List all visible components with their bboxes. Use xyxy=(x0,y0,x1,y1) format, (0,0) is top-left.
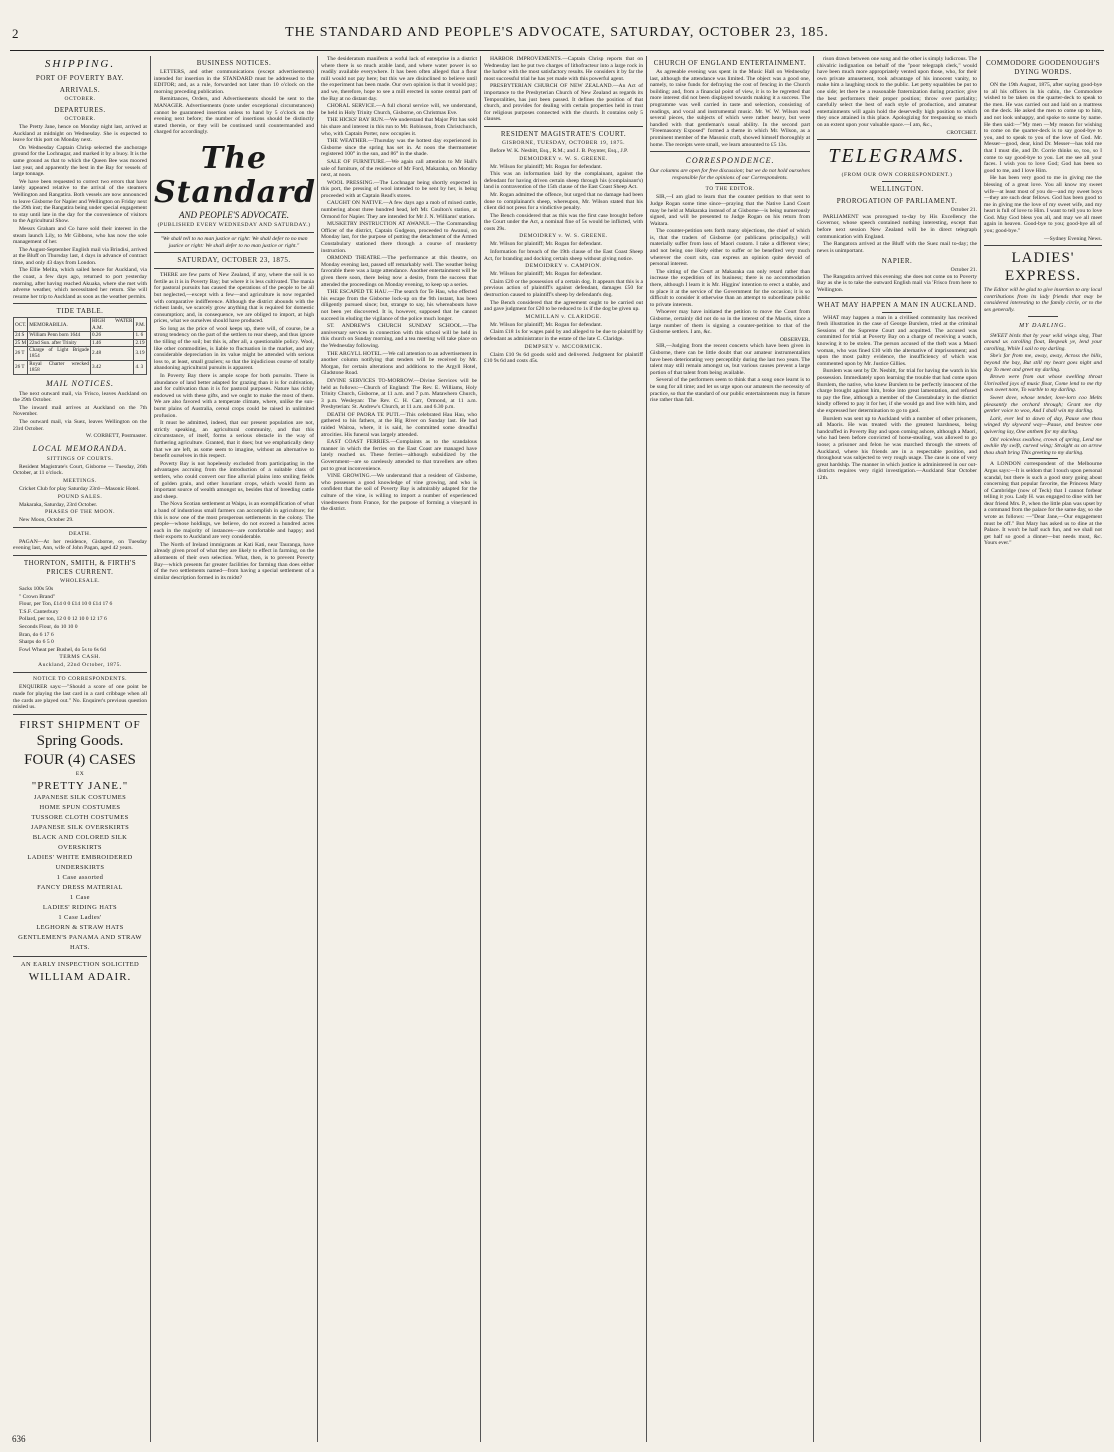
prices-line: " Crown Brand" xyxy=(19,593,56,600)
prices-line: Fowl Wheat per Bushel, do 5s to 6s 6d xyxy=(19,646,106,653)
section-rule xyxy=(882,181,912,182)
section-rule xyxy=(13,303,147,304)
prices-line: T.S.F. Canterbury xyxy=(19,608,59,615)
table-cell: 26 T xyxy=(14,347,28,361)
poem-stanza: Sweet dove, whose tender, love-lorn coo Melts pleasantly the orchard through; Grant me thy gentler voice to woo, And I shall win my darling. xyxy=(984,394,1102,415)
ad-item: 1 Case xyxy=(70,893,90,901)
shipping-paragraph: The August-September English mail via Brindisi, arrived at the Bluff on Thursday last, 4 days in advance of contract time, and only 43 days from London. xyxy=(13,246,147,266)
wellington-heading: WELLINGTON. xyxy=(870,185,924,194)
dateline: SATURDAY, OCTOBER 23, 1875. xyxy=(177,256,291,265)
court-paragraph: The Bench considered that the agreement ought to be carried out and gave judgment for £20 to be reduced to 1s if the dog be given up. xyxy=(484,299,643,313)
table-cell: 24 S xyxy=(14,332,28,339)
telegram-text: The Rangatora arrived at the Bluff with the Suez mail to-day; the news is unimportant. xyxy=(817,241,977,254)
ladies-express-heading: LADIES' EXPRESS. xyxy=(1005,250,1081,285)
mail-paragraph: The inward mail arrives at Auckland on the 7th November. xyxy=(13,404,147,418)
column-4 xyxy=(481,56,646,1442)
section-rule xyxy=(984,245,1102,246)
ad-merchant: WILLIAM ADAIR. xyxy=(28,970,132,983)
court-paragraph: Claim £18 1s for wages paid by and alleged to be due to plaintiff by defendant as administrator in the estate of the late C. Claridge. xyxy=(484,329,643,342)
editorial-paragraph: In Poverty Bay there is ample scope for both pursuits. There is abundance of land better adapted for grazing than it is for cultivation, and for cultivation than it is for pastoral purposes. Nature has richly endowed us with these gifts, and we ought to make the most of them. We are also favored with a temperate climate, where, unlike the sun-burnt plains of Australia, cereal crops could be raised in unlimited profusion. xyxy=(154,373,314,419)
shipping-paragraph: On Wednesday Captain Chrisp selected the anchorage ground for the Lochnagar, and marked it by a buoy. It is the same ground as that to which the Queen Bee was moored last year, and apparently the best in the Bay for vessels of large tonnage. xyxy=(13,144,147,178)
letter-paragraph: The counter-petition sets forth many objections, the chief of which is, that the traders of Gisborne (or publicans principally,) will materially suffer from loss of Maori custom. I take a different view; and not being one likely either to suffer or be benefited very much wherever the court sits, can express an opinion quite devoid of personal interest. xyxy=(650,228,810,268)
memo-subheading: MEETINGS. xyxy=(63,478,97,485)
ad-item: LADIES' WHITE EMBROIDERED xyxy=(27,853,133,861)
table-cell: William Penn born 1644 xyxy=(28,332,91,339)
table-cell: 26 T xyxy=(14,360,28,374)
article-paragraph: Burslem was sent up to Auckland with a number of other prisoners, all Maoris. He was treated with the greatest harshness, being handcuffed in Poverty Bay and upon coming ashore, although a Maori, who had been before convicted of horse-stealing, was allowed to go loose; a prisoner and felon he was marched through the streets of Auckland, where his friends are in a respectable position, and throughout was subjected to very rough usage. The case is one of very great hardship. The manner in which justice is administered in our out-districts requires very rigid investigation.—Auckland Star October 12th. xyxy=(817,415,977,481)
telegrams-source: (FROM OUR OWN CORRESPONDENT.) xyxy=(841,172,953,179)
section-rule xyxy=(715,183,745,184)
table-cell: Charge of Light Brigade 1854 xyxy=(29,347,90,360)
news-item: CAUGHT ON NATIVE.—A few days ago a mob of mixed cattle, numbering about three hundred head, left Mr. Coulton's station, at Ormond for Napier. They are intended for Mr J. N. Williams' station. xyxy=(321,200,477,220)
editorial-paragraph: The desideratum manifests a woful lack of enterprise in a district where there is so much arable land, and where water power is so readily available everywhere. It has been often alleged that a flour mill would not pay here; but this we are disinclined to believe until the experiment has been made. Our own opinion is that it would pay; and we, therefore, hope to see a mill erected in some central part of the Bay at no distant day. xyxy=(321,56,477,102)
departures-heading: DEPARTURES. xyxy=(54,106,106,114)
section-rule xyxy=(13,714,147,715)
commodore-heading: COMMODORE GOODENOUGH'S DYING WORDS. xyxy=(986,59,1100,76)
column-2 xyxy=(151,56,317,1442)
section-rule xyxy=(13,956,147,957)
editorial-paragraph: THERE are few parts of New Zealand, if any, where the soil is so fertile as it is in Poverty Bay; but where it is less cultivated. The mania for pastoral pursuits has caused the operations of the people to be all but neglected,—except with a few—and agriculture is now regarded with comparative indifference. Although the district abounds with the richest lands, we scarcely grow anything that is required for domestic consumption; and, in consequence, we are obliged to import, at high prices, what we ourselves should have produced. xyxy=(154,272,314,325)
page-title: THE STANDARD AND PEOPLE'S ADVOCATE, SATURDAY, OCTOBER 23, 185. xyxy=(285,25,829,40)
ad-item: 1 Case assorted xyxy=(56,873,104,881)
table-cell: 0.26 xyxy=(91,332,134,339)
table-cell: 4. 3 xyxy=(134,360,147,374)
auckland-article-heading: WHAT MAY HAPPEN A MAN IN AUCKLAND. xyxy=(817,300,977,309)
section-rule xyxy=(484,126,643,127)
court-paragraph: This was an information laid by the complainant, against the defendant for having driven certain sheep through his (complainant's) land in contravention of the 15th clause of the East Coast Sheep Act. xyxy=(484,171,643,191)
news-item: WOOL PRESSING.—The Lochnagar being shortly expected in this port, the pressing of wool intended to be sent by her, is being proceeded with at Captain Read's stores. xyxy=(321,179,477,199)
ad-item: JAPANESE SILK OVERSKIRTS xyxy=(30,823,130,831)
letter-signature: OBSERVER. xyxy=(779,336,810,343)
section-rule xyxy=(154,252,314,253)
case-heading: MCMILLAN v. CLARIDGE. xyxy=(525,313,602,320)
editorial-paragraph: It must be admitted, indeed, that our present population are not, strictly speaking, an agricultural community, and that this circumstance, of itself, forms a serious obstacle in the way of furthering agriculture. Granted, that it does; but we emphatically deny that we are left, as some seem to imagine, without an alternative to benefit ourselves in this respect. xyxy=(154,420,314,460)
letter-paragraph: SIR,—I am glad to learn that the counter petition to that sent to Judge Rogan some time since—praying that the Native Land Court may be held at Makaraka instead of at Gisborne—is being numerously signed, and will be presented to Judge Rogan on his return from Waitara. xyxy=(650,194,810,227)
table-header: OCT. xyxy=(14,318,28,332)
article-paragraph: A LONDON correspondent of the Melbourne Argus says:—It is seldom that I touch upon personal scandal, but there is such a good story going about concerning that popular favorite, the Princess Mary of Cambridge (now of Teck) that I cannot forbear telling it you. Lady H. was engaged to dine with her dear friend Mrs. P., when the little plan was upset by a command from the palace for the same day, so she wrote as follows: —"Dear Jane,—Our engagement must be off." But Mary has asked us to dine at the Palace. It won't be half such fun, and we shall not get half so good a dinner—but needs must, &c. Yours ever." xyxy=(984,461,1102,547)
section-rule xyxy=(13,527,147,528)
ad-item: JAPANESE SILK COSTUMES xyxy=(33,793,127,801)
editorial-paragraph: So long as the price of wool keeps up, there will, of course, be a strong tendency on the part of the settlers to rear sheep, and thus ignore the tilling of the soil; but this is, after all, a questionable policy. Wool, like other commodities, is liable to fluctuation in the market, and any considerable depreciation in its value might be attended with serious loss to, at least, small graziers; so that the injudicious course of totally abandoning agricultural pursuits is apparent. xyxy=(154,325,314,372)
mail-notices-heading: MAIL NOTICES. xyxy=(46,378,114,388)
to-the-editor: TO THE EDITOR. xyxy=(705,186,755,193)
news-item: HARBOR IMPROVEMENTS.—Captain Chrisp reports that on Wednesday last he put two charges of lithofracteur into a large rock in the harbor with the most satisfactory results. He considers it by far the most successful trial he has yet made with this powerful agent. xyxy=(484,56,643,82)
shipping-paragraph: The Ellie Melita, which sailed hence for Auckland, via the coast, a few days ago, returned to port yesterday morning, after having reached Akuaka, where she met with adverse weather, which necessitated her return. She will resume her trip to Auckland as soon as the weather permits. xyxy=(13,267,147,300)
article-paragraph: ON the 19th August, 1875, after saying good-bye to all his officers in his cabin, the Commodore wished to be taken on the quarter-deck to speak to the men. He was carried out and laid on a mattress on the deck. He asked the men to come up to him, and not look unhappy, and spoke to some by name. He then said:—"My men —My reason for wishing to come on the quarter-deck is to say good-bye to you, and to speak to you of the love of God. Mr. Messer—good, dear, kind Dr. Messer—has told me that I must die, and Dr. Corrie thinks so, too, so I come to say good-bye to you. Let me see all your faces. I wish you to love God; God has been so good to me, and I love Him. xyxy=(984,82,1102,174)
concert-paragraph: As agreeable evening was spent in the Music Hall on Wednesday last, although the attendance was limited. The object was a good one, namely, to raise funds for defraying the cost of fencing in the Church building; and, from a financial point of view, it is to be regretted that more interest did not been displayed towards making it a success. The programme was well carried in taste and selection, consisting of readings, and vocal and instrumental music. Mr. W. W. Wilson read several pieces, the subjects of which were rather heavy, but were handled with that gentleman's usual ability. In the second part "Freemasonry Exposed" formed a theme in which Mr. Wilson, as a prominent member of the Masonic craft, showed himself thoroughly at home. The receipts were small, we learn amounted to £5 13s. xyxy=(650,69,810,148)
table-cell: 2.48 xyxy=(91,347,134,361)
prices-current-heading: THORNTON, SMITH, & FIRTH'S PRICES CURRENT. xyxy=(23,559,137,576)
tide-table-heading: TIDE TABLE. xyxy=(56,307,104,316)
letter-paragraph: SIR,—Judging from the recent concerts which have been given in Gisborne, there can be little doubt that our amateur instrumentalists have been deteriorating very perceptibly during the last two years. The talent may still remain amongst us, but various causes prevent a large portion of that talent from being available. xyxy=(650,343,810,376)
column-1 xyxy=(10,56,150,1442)
table-row xyxy=(14,347,147,361)
ad-item: FANCY DRESS MATERIAL xyxy=(37,883,123,891)
section-rule xyxy=(817,297,977,298)
court-paragraph: Mr. Wilson for plaintiff; Mr. Rogan for defendant. xyxy=(490,163,603,170)
news-item: DEATH OF PAORA TE PUTI.—This celebrated Hau Hau, who gathered to his fathers, at the Big River on Sunday last. He had raided Wairoa, where, it is said, he committed some dreadful atrocities. His funeral was largely attended. xyxy=(321,411,477,438)
header-rule xyxy=(10,50,1104,51)
news-item: EAST COAST FERRIES.—Complaints as to the scandalous manner in which the ferries on the East Coast are managed have lately reached us. These ferries—although subsidized by the Government—are so carelessly attended to that travellers are often put to great inconvenience. xyxy=(321,439,477,472)
table-row xyxy=(14,360,147,374)
section-rule xyxy=(154,232,314,233)
table-cell: 2.19 xyxy=(135,339,145,346)
logo-subtitle: AND PEOPLE'S ADVOCATE. xyxy=(179,209,289,220)
ad-item: UNDERSKIRTS xyxy=(55,863,105,871)
section-rule xyxy=(817,139,977,140)
court-paragraph: Mr. Rogan admitted the offence, but urged that no damage had been done to complainant's sheep, whereupon, Mr. Wilson stated that his client did not press for a vindictive penalty. xyxy=(484,191,643,212)
mail-paragraph: The next outward mail, via 'Frisco, leaves Auckland on the 29th October. xyxy=(13,390,147,404)
ad-item: LEGHORN & STRAW HATS xyxy=(36,923,124,931)
table-header: P.M. xyxy=(134,318,147,332)
correspondents-heading: NOTICE TO CORRESPONDENTS. xyxy=(32,676,128,683)
ad-item: HOME SPUN COSTUMES xyxy=(39,803,121,811)
table-row xyxy=(14,332,147,339)
table-cell: 3.42 xyxy=(91,360,134,374)
case-heading: DEMOIDREY v. W. S. GREENE. xyxy=(519,233,608,240)
arrivals-heading: ARRIVALS. xyxy=(59,86,101,94)
shipping-paragraph: Messrs Graham and Co have sold their interest in the steam launch Lily, to Mr Gibbons, who has now the sole management of her. xyxy=(13,225,147,246)
poem-stanza: Brown were from out whose swelling throat Unrivalled joys of music float, Come lend to me thy own sweet note, To warble to my darling. xyxy=(984,374,1102,394)
memo-subheading: SITTINGS OF COURTS. xyxy=(46,455,114,462)
telegram-text: PARLIAMENT was prorogued to-day by His Excellency the Governor, whose speech contained nothing interesting, except that before next session New Zealand will be in direct telegraph communication with England. xyxy=(817,213,977,240)
memo-subheading: PHASES OF THE MOON. xyxy=(45,509,115,516)
prices-date: Auckland, 22nd October, 1875. xyxy=(38,662,122,669)
correspondence-heading: CORRESPONDENCE. xyxy=(685,156,775,166)
section-rule xyxy=(13,555,147,556)
editorial-paragraph: The Nova Scotian settlement at Waipu, is an exemplification of what a band of industrious small farmers can accomplish in agriculture; for this is now one of the most prosperous settlements in the colony. The people—whose holdings, we believe, do not exceed a hundred acres each in the majority of instances—are comfortable and happy; and their exports to Auckland are very considerable. xyxy=(154,501,315,541)
news-item: DIVINE SERVICES TO-MORROW.—Divine Services will be held as follows:—Church of England: The Rev. E. Williams, Holy Trinity Church, Gisborne, at 11 a.m. and 7 p.m. Matawhero Church, 3 p.m. Wesleyan: The Rev. C. H. Carr, Ormond, at 11 a.m. Presbyterian: St. Andrew's Church, at 11 a.m. and 6.30 p.m. xyxy=(321,377,477,411)
case-heading: DEMPSEY v. MCCORMICK. xyxy=(524,343,603,350)
section-rule xyxy=(154,268,314,269)
publication-days: (PUBLISHED EVERY WEDNESDAY AND SATURDAY.) xyxy=(157,221,311,228)
ad-spring-goods: Spring Goods. xyxy=(36,732,124,749)
news-item: THE ESCAPED TE HAU.—The search for Te Hau, who effected his escape from the Gisborne lock-up on the 9th instant, has been diligently pursued since; but, strange to say, his whereabouts have not been yet discovered. It is, however, supposed that he cannot succeed in eluding the vigilance of the police much longer. xyxy=(321,289,477,322)
memo-text: New Moon, October 29. xyxy=(19,517,74,524)
section-rule xyxy=(13,672,147,673)
napier-heading: NAPIER. xyxy=(881,257,913,266)
court-paragraph: Mr. Wilson for plaintiff; Mr. Rogan for defendant. xyxy=(490,321,603,328)
prorogation-heading: PROROGATION OF PARLIAMENT. xyxy=(836,197,958,206)
concert-heading: CHURCH OF ENGLAND ENTERTAINMENT. xyxy=(653,59,807,67)
telegrams-heading: TELEGRAMS. xyxy=(828,145,966,168)
table-cell: 3.19 xyxy=(134,347,147,361)
letter-paragraph: Several of the performers seem to think that a song once learnt is to be sung for all time; and let us urge upon our amateurs the necessity of practice, so that the standard of our public entertainments may in future rise rather than fall. xyxy=(650,377,810,404)
port-heading: PORT OF POVERTY BAY. xyxy=(35,74,125,82)
prices-line: Sharps do 6 5 0 xyxy=(19,639,54,646)
section-rule xyxy=(1028,79,1058,80)
business-notices-heading: BUSINESS NOTICES. xyxy=(196,59,272,67)
poem-stanza: She's far from me, away, away, Across the hills, beyond the bay, But still my heart goes night and day To meet and greet my darling. xyxy=(984,353,1102,373)
section-rule xyxy=(882,312,912,313)
prices-line: Flour, per Ton, £14 0 0 £14 10 0 £14 17 6 xyxy=(19,601,113,608)
news-item: ST. ANDREW'S CHURCH SUNDAY SCHOOL.—The anniversary services in connection with this school will be held in this church on Sunday morning, and a tea meeting will take place on the Wednesday following. xyxy=(321,323,477,349)
case-heading: DEMOIDREY v. CAMPION. xyxy=(525,263,602,270)
court-paragraph: Claim £10 9s 6d goods sold and delivered. Judgment for plaintiff £10 9s 6d and costs 45s. xyxy=(484,351,643,365)
letter-paragraph: rison drawn between one song and the other is simply ludicrous. The chivalric indignation on behalf of the "poor telegraph clerk," would have been much more appropriately vented upon those, who, for their own private amusement, took advantage of his innocent vanity, to make him a laughing stock to the public. Let petty squabbles be put to one side; let there be a reasonable fraternization during practice; give the best performers their proper position; throw over partiality; carefully select the best of each style of production, and amateur entertainments will again hold the deservedly high position to which they once attained in this place. Apologizing for trespassing so much on an extent upon your valuable space.—I am, &c., xyxy=(817,56,978,128)
death-heading: DEATH. xyxy=(68,530,92,537)
telegram-text: The Rangatira arrived this evening; she does not come on to Poverty Bay as she is to take the outward English mail via 'Frisco from here to Wellington. xyxy=(817,273,977,294)
correspondents-text: ENQUIRER says:—"Should a score of one point be made for playing the last card in a card cribbage when all the cards are played out." No. Enquirer's previous question misled us. xyxy=(13,684,147,711)
page-number: 2 xyxy=(12,26,19,41)
correspondence-disclaimer: Our columns are open for free discussion; but we do not hold ourselves responsible for the opinions of our Correspondents. xyxy=(650,168,810,181)
ad-item: OVERSKIRTS xyxy=(58,843,102,851)
article-paragraph: Burslem was sent by Dr. Nesbitt, for trial for having the watch in his possession. Immediately upon learning the trouble that had come upon Burslem, the native, who knew Burslem to be perfectly innocent of the charge brought against him, broke into great lamentation, and refused to pay the fine, although a member of the Constabulary in the district kindly offered to pay it for her, if she would go and live with him, and she expressed her determination to go to gaol. xyxy=(817,368,977,414)
court-paragraph: Before W. K. Nesbitt, Esq., R.M.; and J. B. Poynter, Esq., J.P. xyxy=(490,147,628,154)
source-credit: —Sydney Evening News. xyxy=(1044,235,1102,242)
news-item: THE WEATHER.—Thursday was the hottest day experienced in Gisborne since the spring has set in. At noon the thermometer registered 100° in the sun, and 86° in the shade. xyxy=(321,138,477,158)
tide-table xyxy=(13,317,147,374)
poem-stanza: Oh! voiceless swallow, crown of spring, Lend me awhile thy swift, curved wing; Straight as an arrow thou shalt bring This greeting to my darling. xyxy=(984,436,1102,456)
local-memoranda-heading: LOCAL MEMORANDA. xyxy=(32,443,128,453)
arrivals-month: OCTOBER. xyxy=(64,96,96,102)
ad-four-cases: FOUR (4) CASES xyxy=(24,751,136,768)
column-3 xyxy=(318,56,480,1442)
ad-ship-name: "PRETTY JANE." xyxy=(31,779,129,792)
poem-title: MY DARLING. xyxy=(1019,322,1067,329)
table-cell: 25 M xyxy=(15,339,27,346)
section-rule xyxy=(1028,458,1058,459)
telegram-date: October 21. xyxy=(950,267,977,274)
column-6 xyxy=(814,56,980,1442)
table-header: HIGH WATER A.M. xyxy=(92,318,133,331)
death-notice: PAGAN—At her residence, Gisborne, on Tuesday evening last, Ann, wife of John Pagan, aged 42 years. xyxy=(13,538,147,552)
column-5 xyxy=(647,56,813,1442)
section-rule xyxy=(650,151,810,152)
newspaper-logo: The Standard xyxy=(154,140,316,210)
poem-stanza: SWEET birds that by your wild wings sing, That around us carolling float, Bespeak ye, lend your carolling, While I sail to my darling. xyxy=(984,332,1102,352)
prices-line: Sacks 100s 50s xyxy=(19,586,54,592)
ad-inspection: AN EARLY INSPECTION SOLICITED xyxy=(20,960,140,968)
table-cell: 1.46 xyxy=(91,339,134,346)
editorial-paragraph: Poverty Bay is not hopelessly excluded from participating in the advantages accruing from the introduction of a suitable class of settlers, who could convert our fine alluvial plains into smiling fields of golden grain, and other luxuriant crops, which would form an important source of wealth amongst us, besides that of breeding cattle and sheep. xyxy=(154,460,314,500)
editorial-paragraph: The North of Ireland immigrants at Kati Kati, near Tauranga, have already given proof of what they are likely to effect in farming, on the allotments of their own selection. What, then, is to prevent Poverty Bay—which presents far greater facilities for farming than does either of the two settlements named—from having a special settlement of a similar description formed in its midst? xyxy=(154,541,314,581)
ad-item: GENTLEMEN'S PANAMA AND STRAW HATS. xyxy=(18,933,142,951)
wholesale-label: WHOLESALE. xyxy=(60,578,100,584)
news-item: CHORAL SERVICE.—A full choral service will, we understand, be held in Holy Trinity Church, Gisborne, on Christmas Eve. xyxy=(321,103,477,116)
shipping-paragraph: The Pretty Jane, hence on Monday night last, arrived at Auckland at midnight on Wednesday. She is expected to leave for this port on Monday next. xyxy=(13,124,147,144)
ad-item: LADIES' RIDING HATS xyxy=(42,903,118,911)
ad-ex: EX xyxy=(75,770,85,777)
news-item: VINE GROWING.—We understand that a resident of Gisborne, who possesses a good knowledge of vine growing, and who is confident that the soil of Poverty Bay is admirably adapted for the culture of the vine, is willing to import a number of experienced vinedressers from France, for the purpose of forming a vineyard in the district. xyxy=(321,473,477,513)
table-cell: 22nd Sun. after Trinity xyxy=(28,339,91,346)
memo-text: Resident Magistrate's Court, Gisborne — Tuesday, 26th October, at 11 o'clock. xyxy=(13,463,147,477)
court-paragraph: Claim £20 or the possession of a certain dog. It appears that this is a previous action of plaintiff's against defendant, damages £50 for destruction caused to plaintiff's sheep by defendant's dog. xyxy=(484,278,643,299)
section-rule xyxy=(1028,316,1058,317)
article-paragraph: WHAT may happen a man in a civilised community has received fresh illustration in the case of George Burslem, tried at the criminal Sessions of the Supreme Court and acquitted. The accused was committed for trial at Poverty Bay on a charge of receiving a watch, knowing it to be stolen. The person accused of the theft was a Maori woman, who was fined £10 with the alternative of imprisonment; and upon the most paltry evidence, the insufficiency of which was commented upon by Mr. Justice Gillies. xyxy=(817,314,977,367)
article-paragraph: He has been very good to me in giving me the blessing of a great love. You all know my sweet wife—at least most of you do—and my sweet boys—they are such dear fellows. God has been good to me in giving me the love of my sweet wife, and my heart is full of love to Him. I want to tell you to love God. May God bless you all, and may we all meet again in heaven. Good-bye to you; good-bye all of you; good-bye." xyxy=(984,175,1102,235)
business-notice: LETTERS, and other communications (except advertisements) intended for insertion in the STANDARD must be addressed to the EDITOR; and, as a rule, forwarded not later than 10 o'clock on the morning preceding publication. xyxy=(154,69,314,95)
news-item: PRESBYTERIAN CHURCH OF NEW ZEALAND.—An Act of importance to the Presbyterian Church of New Zealand as regards its Temporalities, has just been passed. It defines the position of that church, and provides for dealing with certain properties held in trust for religious purposes connected with the church. It contains only 5 clauses. xyxy=(484,83,643,123)
memo-text: Makaraka, Saturday, 23rd October. xyxy=(19,501,98,508)
mail-paragraph: The outward mail, via Suez, leaves Wellington on the 23rd October. xyxy=(13,419,147,432)
court-heading: RESIDENT MAGISTRATE'S COURT. xyxy=(500,129,627,138)
terms-cash: TERMS CASH. xyxy=(59,654,101,661)
memo-text: Cricket Club for play Saturday 23rd—Masonic Hotel. xyxy=(19,486,140,493)
letter-paragraph: The sitting of the Court at Makaraka can only retard rather than increase the expedition of its business; there is no accommodation there, although I learn it is Mr. Higgins' intention to erect a stable, and to place it at the service of the Government for the occasion; it is so difficult to consider it otherwise than an attempt to subordinate public to private interests. xyxy=(650,268,810,308)
court-paragraph: The Bench considered that as this was the first case brought before the Court under the Act, a nominal fine of 5s would be inflicted, with costs 29s. xyxy=(484,212,643,232)
shipping-heading: SHIPPING. xyxy=(44,58,116,70)
folio-number: 636 xyxy=(12,1434,26,1444)
prices-line: Seconds Flour, do 10 10 0 xyxy=(19,623,78,630)
table-header: MEMORABILIA. xyxy=(28,318,91,332)
news-item: ORMOND THEATRE.—The performance at this theatre, on Monday evening last, passed off remarkably well. The weather being favorable there was a large attendance. Another entertainment will be given there soon, there being now a desire, from the success that attended the proceedings on Monday evening, to keep up a series. xyxy=(321,255,477,288)
shipping-paragraph: We have been requested to correct two errors that have lately appeared relative to the arrival of the steamers Wellington and Rangatira. Both vessels are now announced to leave Gisborne for Napier and Wellington on Friday next the 29th inst; the Rangatira being under special engagement to stay until late in the day for the convenience of visitors to the Agricultural Show. xyxy=(13,178,147,225)
letter-paragraph: Whoever may have initiated the petition to move the Court from Gisborne, certainly did not do so in the interest of the Maoris, since a large number of them is signing a counter-petition to that of the Gisborne settlers. I am, &c. xyxy=(650,309,810,336)
table-cell: 1. 6 xyxy=(134,332,147,339)
page-header xyxy=(0,20,1114,48)
ad-item: 1 Case Ladies' xyxy=(58,913,102,921)
court-paragraph: Mr. Wilson for plaintiff; Mr. Rogan for defendant. xyxy=(490,271,603,278)
ad-item: BLACK AND COLORED SILK xyxy=(32,833,128,841)
ad-item: TUSSORE CLOTH COSTUMES xyxy=(31,813,129,821)
prices-line: Bran, do 6 17 6 xyxy=(19,631,54,638)
business-notice: Remittances, Orders, and Advertisements should be sent to the MANAGER. Advertisements (note under exceptional circumstances) cannot be guaranteed insertion unless to hand by 5 o'clock on the evening next before; the number of insertions should be distinctly stated therein, or they will be continued until countermanded and charged for accordingly. xyxy=(154,96,314,136)
case-heading: DEMOIDREY v. W. S. GREENE. xyxy=(519,155,608,162)
news-item: THE ARGYLL HOTEL.—We call attention to an advertisement in another column notifying that tenders will be received by Mr. Morgan, for certain alterations and additions to the Argyll Hotel, Gladstone Road. xyxy=(321,350,477,377)
ad-first-shipment: FIRST SHIPMENT OF xyxy=(19,718,141,731)
memo-subheading: POUND SALES. xyxy=(57,493,103,500)
telegram-date: October 21. xyxy=(950,207,977,214)
table-row xyxy=(14,339,147,346)
news-item: THE HICKS' BAY RUN.—We understand that Major Pitt has sold his share and interest in this run to Mr. Robinson, from Christchurch, who, with Captain Porter, now occupies it. xyxy=(321,117,477,137)
motto: "We shall tell to no man justice or right: We shall defer to no man justice or right: We shall defer to no man justice or right." xyxy=(160,235,308,249)
table-row xyxy=(14,318,147,332)
postmaster-signature: W. CORBETT, Postmaster. xyxy=(85,433,147,440)
departures-month: OCTOBER. xyxy=(64,116,96,122)
court-paragraph: Mr. Wilson for plaintiff; Mr. Rogan for defendant. xyxy=(490,241,603,248)
news-item: MUSKETRY INSTRUCTION AT AWANUI.—The Commanding Officer of the district, Captain Gudgeon, proceeded to Awanui, on Monday last, for the purpose of putting the detachment of the Armed Constabulary stationed there through a course of musketry instruction. xyxy=(321,221,477,254)
letter-signature: CROTCHET. xyxy=(946,129,977,136)
table-cell: Royal Charter wrecked 1858 xyxy=(29,360,90,374)
column-7 xyxy=(981,56,1105,1442)
poem-stanza: Lark, ever led to dawn of day, Pause one thou winged thy skyward way—Pause, and bestow one quivering lay, One anthem for my darling. xyxy=(984,415,1102,435)
ladies-note: The Editor will be glad to give insertion to any local contributions from its lady friends that may be considered interesting to the family circle, or to the sex generally. xyxy=(984,287,1102,314)
court-paragraph: Information for breach of the 19th clause of the East Coast Sheep Act, for branding and docking certain sheep without giving notice. xyxy=(484,249,643,262)
news-item: SALE OF FURNITURE.—We again call attention to Mr Hall's sale of furniture, of the residence of Mr Ford, Makaraka, on Monday next, at noon. xyxy=(321,158,477,179)
court-dateline: GISBORNE, TUESDAY, OCTOBER 19, 1875. xyxy=(502,139,625,146)
prices-line: Pollard, per ton, 12 0 0 12 10 0 12 17 6 xyxy=(19,616,107,623)
